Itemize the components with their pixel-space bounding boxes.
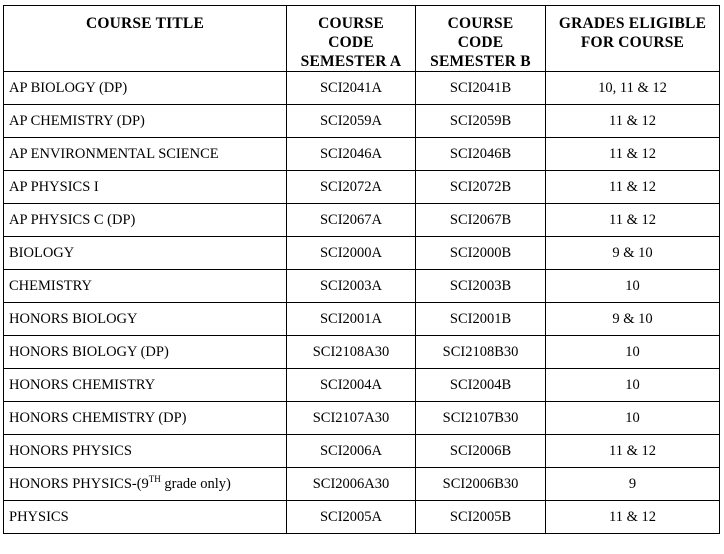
course-title-cell: HONORS BIOLOGY (DP)	[4, 336, 287, 369]
code-a-cell: SCI2006A	[287, 435, 416, 468]
table-row	[4, 138, 720, 171]
code-b-cell: SCI2004B	[416, 369, 546, 402]
code-b-cell: SCI2005B	[416, 501, 546, 534]
grades-cell: 11 & 12	[546, 204, 720, 237]
course-title-cell: AP BIOLOGY (DP)	[4, 72, 287, 105]
code-b-cell: SCI2001B	[416, 303, 546, 336]
code-b-cell: SCI2046B	[416, 138, 546, 171]
course-title-cell: HONORS BIOLOGY	[4, 303, 287, 336]
code-b-cell: SCI2107B30	[416, 402, 546, 435]
table-row	[4, 303, 720, 336]
grades-cell: 11 & 12	[546, 501, 720, 534]
grades-cell: 9 & 10	[546, 303, 720, 336]
table-row	[4, 72, 720, 105]
code-a-cell: SCI2005A	[287, 501, 416, 534]
course-title-cell: AP PHYSICS C (DP)	[4, 204, 287, 237]
code-b-cell: SCI2072B	[416, 171, 546, 204]
code-b-cell: SCI2000B	[416, 237, 546, 270]
code-a-cell: SCI2107A30	[287, 402, 416, 435]
header-course-title: COURSE TITLE	[4, 6, 287, 72]
header-row	[4, 6, 720, 72]
code-a-cell: SCI2041A	[287, 72, 416, 105]
code-a-cell: SCI2003A	[287, 270, 416, 303]
grades-cell: 10, 11 & 12	[546, 72, 720, 105]
header-grades-eligible: GRADES ELIGIBLE FOR COURSE	[546, 6, 720, 72]
code-b-cell: SCI2059B	[416, 105, 546, 138]
course-title-cell: HONORS CHEMISTRY	[4, 369, 287, 402]
course-title-cell: AP ENVIRONMENTAL SCIENCE	[4, 138, 287, 171]
table-row	[4, 237, 720, 270]
code-a-cell: SCI2006A30	[287, 468, 416, 501]
table-row	[4, 468, 720, 501]
table-row	[4, 270, 720, 303]
header-code-semester-a: COURSE CODE SEMESTER A	[287, 6, 416, 72]
grades-cell: 9	[546, 468, 720, 501]
code-a-cell: SCI2000A	[287, 237, 416, 270]
header-code-semester-b: COURSE CODE SEMESTER B	[416, 6, 546, 72]
table-row	[4, 204, 720, 237]
code-a-cell: SCI2072A	[287, 171, 416, 204]
table-row	[4, 369, 720, 402]
code-b-cell: SCI2108B30	[416, 336, 546, 369]
table-row	[4, 435, 720, 468]
grades-cell: 11 & 12	[546, 435, 720, 468]
course-title-cell: HONORS CHEMISTRY (DP)	[4, 402, 287, 435]
grades-cell: 9 & 10	[546, 237, 720, 270]
code-b-cell: SCI2041B	[416, 72, 546, 105]
course-title-cell: AP PHYSICS I	[4, 171, 287, 204]
code-b-cell: SCI2006B30	[416, 468, 546, 501]
grades-cell: 10	[546, 270, 720, 303]
table-row	[4, 336, 720, 369]
grades-cell: 11 & 12	[546, 171, 720, 204]
code-a-cell: SCI2059A	[287, 105, 416, 138]
code-b-cell: SCI2003B	[416, 270, 546, 303]
grades-cell: 11 & 12	[546, 138, 720, 171]
code-a-cell: SCI2046A	[287, 138, 416, 171]
code-b-cell: SCI2067B	[416, 204, 546, 237]
table-row	[4, 402, 720, 435]
grades-cell: 10	[546, 402, 720, 435]
code-b-cell: SCI2006B	[416, 435, 546, 468]
course-title-cell: PHYSICS	[4, 501, 287, 534]
course-title-cell: HONORS PHYSICS	[4, 435, 287, 468]
course-title-cell: CHEMISTRY	[4, 270, 287, 303]
grades-cell: 11 & 12	[546, 105, 720, 138]
course-title-cell: AP CHEMISTRY (DP)	[4, 105, 287, 138]
superscript-th: TH	[148, 473, 161, 484]
course-title-cell: BIOLOGY	[4, 237, 287, 270]
table-row	[4, 171, 720, 204]
course-table	[3, 5, 720, 534]
grades-cell: 10	[546, 336, 720, 369]
course-title-cell: HONORS PHYSICS-(9TH grade only)	[4, 468, 287, 501]
code-a-cell: SCI2004A	[287, 369, 416, 402]
code-a-cell: SCI2108A30	[287, 336, 416, 369]
grades-cell: 10	[546, 369, 720, 402]
table-row	[4, 105, 720, 138]
table-row	[4, 501, 720, 534]
code-a-cell: SCI2067A	[287, 204, 416, 237]
code-a-cell: SCI2001A	[287, 303, 416, 336]
